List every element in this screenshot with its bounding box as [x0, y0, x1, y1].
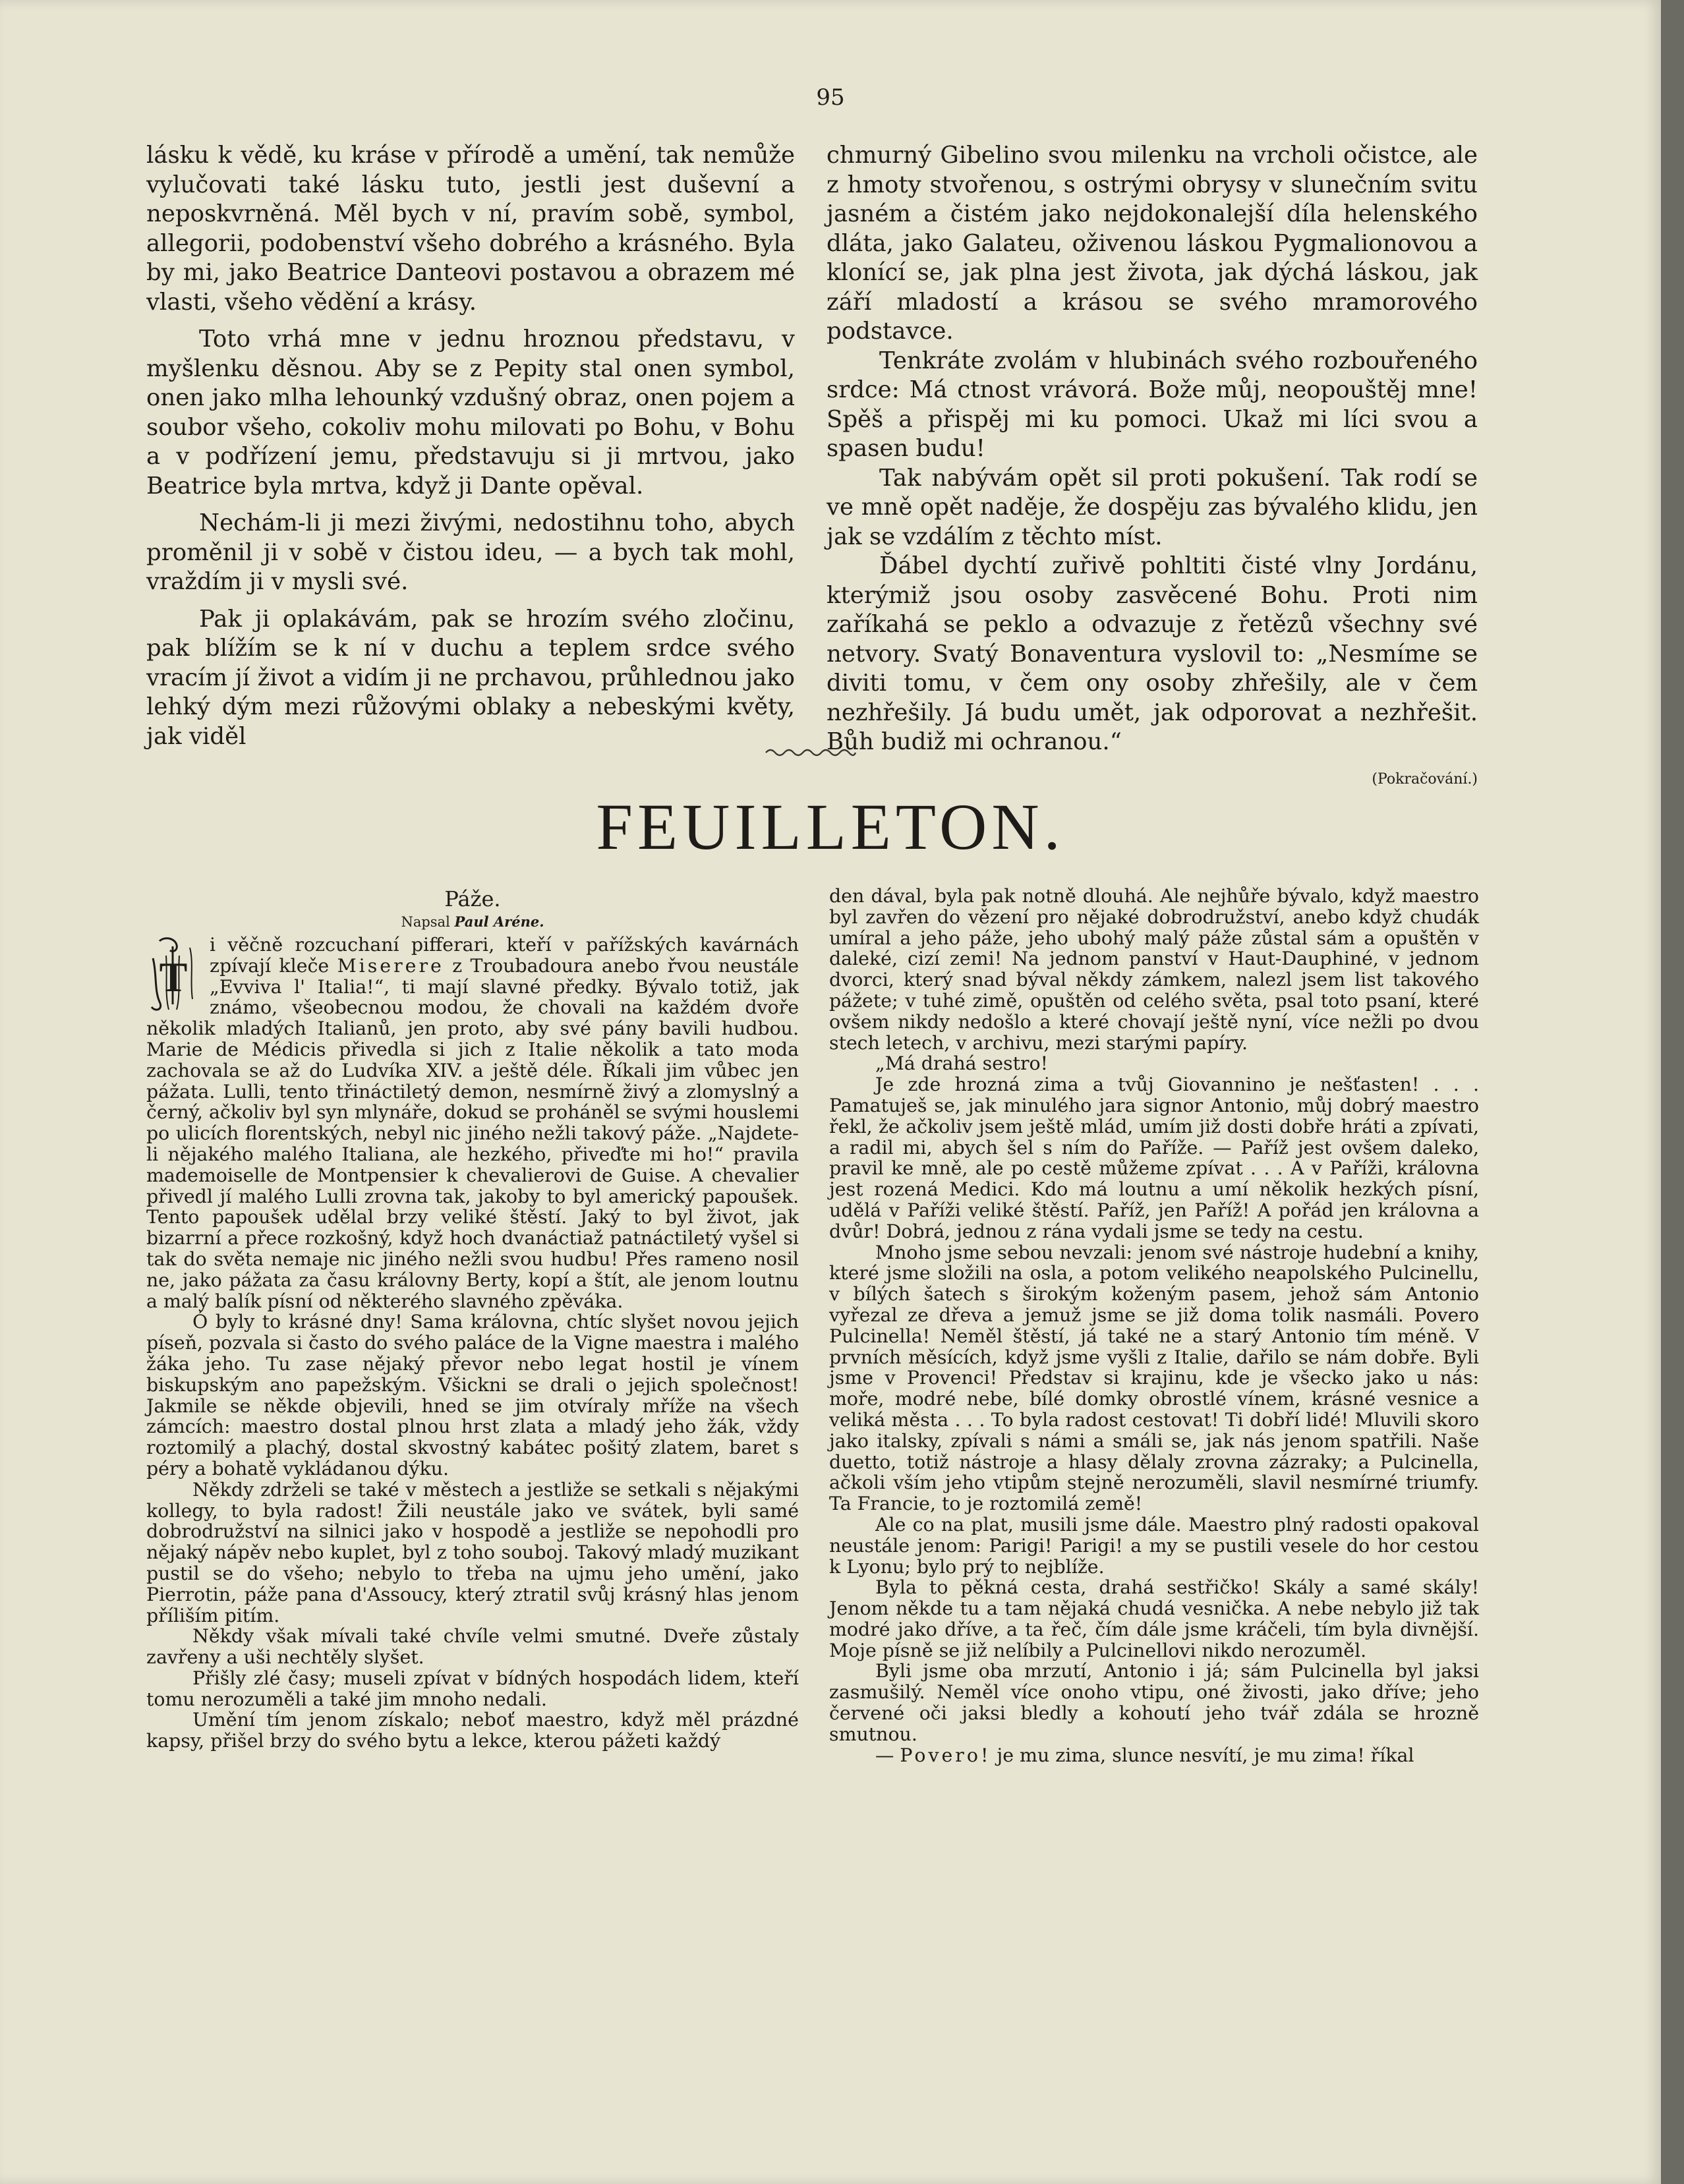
paragraph: den dával, byla pak notně dlouhá. Ale nejhůře bývalo, když maestro byl zavřen do vězení pro nějaké dobrodružství, anebo když chudák umíral a jeho páže, jeho ubohý malý páže zůstal sám a opuštěn v daleké, cizí zemi! Na jednom panství v Haut-Dauphiné, v jednom dvorci, který snad býval někdy zámkem, nalezl jsem list takového pážete; v tuhé zimě, opuštěn od celého světa, psal toto psaní, které ovšem nikdy nedošlo a které chovají ještě nyní, více nežli po dvou stech letech, v archivu, mezi starými papíry.	[829, 885, 1479, 1054]
paragraph: Někdy však mívali také chvíle velmi smutné. Dveře zůstaly zavřeny a uši nechtěly slyšet.	[146, 1625, 799, 1669]
opening-paragraph	[146, 934, 799, 1311]
final-line-rest: je mu zima, slunce nesvítí, je mu zima! říkal	[997, 1744, 1414, 1766]
drop-cap-initial	[146, 936, 200, 1014]
final-line	[829, 1745, 1479, 1766]
paragraph: Někdy zdrželi se také v městech a jestliže se setkali s nějakými kollegy, to byla radost! Žili neustále jako ve svátek, byli samé dobrodružství na silnici jako v hospodě a jestliže se nepohodli pro nějaký nápěv nebo kuplet, byl z toho souboj. Takový mladý muzikant pustil se do všeho; nebylo to třeba na ujmu jeho umění, jako Pierrotin, páže pana d'Assoucy, který ztratil svůj krásný hlas jenom příliším pitím.	[146, 1478, 799, 1626]
paragraph: Přišly zlé časy; museli zpívat v bídných hospodách lidem, kteří tomu nerozuměli a také jim mnoho nedali.	[146, 1667, 799, 1710]
continuation-note: (Pokračování.)	[1372, 770, 1478, 788]
paragraph: Toto vrhá mne v jednu hroznou představu, v myšlenku děsnou. Aby se z Pepity stal onen symbol, onen jako mlha lehounký vzdušný obraz, onen pojem a soubor všeho, cokoliv mohu milovati po Bohu, v Bohu a v podřízení jemu, představuju si ji mrtvou, jako Beatrice byla mrtva, když ji Dante opěval.	[146, 326, 795, 500]
paragraph: Umění tím jenom získalo; neboť maestro, když měl prázdné kapsy, přišel brzy do svého bytu a lekce, kterou pážeti každý	[146, 1709, 799, 1752]
paragraph: Byla to pěkná cesta, drahá sestřičko! Skály a samé skály! Jenom někde tu a tam nějaká chudá vesnička. A nebe nebylo již tak modré jako dříve, a ta řeč, čím dále jsme kráčeli, tím byla divnější. Moje písně se již nelíbily a Pulcinellovi nikdo nerozuměl.	[829, 1576, 1479, 1661]
story-title: Páže.	[444, 886, 501, 911]
top-left-column	[146, 141, 795, 751]
feuilleton-left-column	[146, 886, 799, 1752]
paragraph: lásku k vědě, ku kráse v přírodě a umění, tak nemůže vylučovati také lásku tuto, jestli jest duševní a neposkvrněná. Měl bych v ní, pravím sobě, symbol, allegorii, podobenství všeho dobrého a krásného. Byla by mi, jako Beatrice Danteovi postavou a obrazem mé vlasti, všeho vědění a krásy.	[146, 142, 795, 316]
paragraph: Ale co na plat, musili jsme dále. Maestro plný radosti opakoval neustále jenom: Parigi! Parigi! a my se pustili vesele do hor cestou k Lyonu; bylo prý to nejblíže.	[829, 1513, 1479, 1578]
feuilleton-heading: FEUILLETON.	[596, 790, 1065, 863]
paragraph: chmurný Gibelino svou milenku na vrcholi očistce, ale z hmoty stvořenou, s ostrými obrysy v slunečním svitu jasném a čistém jako nejdokonalejší díla helenského dláta, jako Galateu, oživenou láskou Pygmalionovou a klonící se, jak plna jest života, jak dýchá láskou, jak září mladostí a krásou se svého mramorového podstavce.	[827, 142, 1478, 345]
paragraph: Pak ji oplakávám, pak se hrozím svého zločinu, pak blížím se k ní v duchu a teplem srdce svého vracím jí život a vidím ji ne prchavou, průhlednou jako lehký dým mezi růžovými oblaky a nebeskými květy, jak viděl	[146, 605, 795, 750]
page-number: 95	[816, 84, 845, 111]
opening-lead: i věčně rozcuchaní pifferari, kteří v pařížských kavárnách zpívají kleče	[210, 934, 799, 977]
paragraph: Mnoho jsme sebou nevzali: jenom své nástroje hudební a knihy, které jsme složili na osla, a potom velikého neapolského Pulcinellu, v bílých šatech s širokým koženým pasem, jehož sám Antonio vyřezal ze dřeva a jemuž jsme se již doma tolik nasmáli. Povero Pulcinella! Neměl štěstí, já také ne a starý Antonio tím méně. V prvních měsících, když jsme vyšli z Italie, dařilo se nám dobře. Byli jsme v Provenci! Představ si krajinu, kde je všecko jako u nás: moře, modré nebe, bílé domky obrostlé vínem, krásné vesnice a veliká města . . . To byla radost cestovat! Ti dobří lidé! Mluvili skoro jako italsky, zpívali s námi a smáli se, jak nás jenom spatřili. Naše duetto, totiž nástroje a hlasy dělaly zrovna zázraky; a Pulcinella, ačkoli vším jeho vtipům stejně nerozuměli, slavil nesmírné triumfy. Ta Francie, to je roztomilá země!	[829, 1241, 1479, 1515]
final-line-spaced: Povero!	[900, 1744, 991, 1766]
top-right-column	[827, 141, 1478, 794]
paragraph: Tenkráte zvolám v hlubinách svého rozbouřeného srdce: Má ctnost vrávorá. Bože můj, neopouštěj mne! Spěš a přispěj mi ku pomoci. Ukaž mi líci svou a spasen budu!	[827, 347, 1478, 462]
opening-spaced: Miserere	[337, 954, 444, 977]
paragraph: „Má drahá sestro!	[875, 1052, 1049, 1075]
paragraph: Nechám-li ji mezi živými, nedostihnu toho, abych proměnil ji v sobě v čistou ideu, — a bych tak mohl, vraždím ji v mysli své.	[146, 509, 795, 595]
story-byline	[146, 912, 799, 932]
paragraph: Tak nabývám opět sil proti pokušení. Tak rodí se ve mně opět naděje, že dospěju zas bývalého klidu, jen jak se vzdálím z těchto míst.	[827, 464, 1478, 550]
byline-prefix: Napsal	[401, 914, 450, 930]
paragraph: Ďábel dychtí zuřivě pohltiti čisté vlny Jordánu, kterýmiž jsou osoby zasvěcené Bohu. Proti nim zaříkahá se peklo a odvazuje z řetězů všechny své netvory. Svatý Bonaventura vyslovil to: „Nesmíme se diviti tomu, v čem ony osoby zhřešily, ale v čem nezhřešily. Já budu umět, jak odporovat a nezhřešit. Bůh budiž mi ochranou.“	[827, 552, 1478, 755]
paragraph: Je zde hrozná zima a tvůj Giovannino je nešťasten! . . . Pamatuješ se, jak minulého jara signor Antonio, můj dobrý maestro řekl, že ačkoliv jsem ještě mlád, umím již dosti dobře hráti a zpívati, a radil mi, abych šel s ním do Paříže. — Paříž jest ovšem dalеko, pravil ke mně, ale po cestě můžeme zpívat . . . A v Paříži, královna jest rozená Medici. Kdo má loutnu a umí několik hezkých písní, udělá v Paříži veliké štěstí. Paříž, jen Paříž! A pořád jen královna a dvůr! Dobrá, jednou z rána vydali jsme se tedy na cestu.	[829, 1074, 1479, 1242]
story-author: Paul Aréne.	[454, 913, 544, 930]
feuilleton-right-column	[829, 886, 1479, 1766]
wave-ornament	[765, 746, 857, 759]
drop-cap-letter: T	[159, 954, 188, 1000]
opening-rest: z Troubadoura anebo řvou neustále „Evviva l' Italia!“, ti mají slavné předky. Bývalo totiž, jak známo, všeobecnou modou, že chovali na každém dvoře několik mladých Italianů, jen proto, aby své pány bavili hudbou. Marie de Médicis přivedla si jich z Italie několik a tato moda zachovala se až do Ludvíka XIV. a ještě déle. Říkali jim vůbec jen pážata. Lulli, tento třináctiletý demon, nesmírně živý a zlomyslný a černý, ačkoliv byl syn mlynáře, dokud se proháněl se svými houslemi po ulicích florentských, nebyl nic jiného nežli takový páže. „Najdete-li nějakého malého Italiana, ale hezkého, přiveďte mi ho!“ pravila mademoiselle de Montpensier k chevalierovi de Guise. A chevalier přivedl jí malého Lulli zrovna tak, jakoby to byl americký papoušek. Tento papoušek udělal brzy veliké štěstí. Jaký to byl život, jak bizarrní a přece rozkošný, když hoch dvanáctiaž patnáctiletý vyšel si tak do světa nemaje nic jiného nežli svou hudbu! Přes rameno nosil ne, jako pážata za času královny Berty, kopí a štít, ale jenom loutnu a malý balík písní od některého slavného zpěváka.	[146, 954, 799, 1312]
final-line-dash: —	[875, 1744, 894, 1766]
paragraph: Ó byly to krásné dny! Sama královna, chtíc slyšet novou jejich píseň, pozvala si často do svého paláce de la Vigne maestra i malého žáka jeho. Tu zase nějaký převor nebo legat hostil je vínem biskupským ano papežským. Všickni se drali o jejich společnost! Jakmile se někde objevili, hned se jim otvíraly mříže na všech zámcích: maestro dostal plnou hrst zlata a mladý jeho žák, vždy roztomilý a plachý, dostal skvostný kabátec pošitý zlatem, baret s péry a bohatě vykládanou dýku.	[146, 1311, 799, 1480]
paragraph: Byli jsme oba mrzutí, Antonio i já; sám Pulcinella byl jaksi zasmušilý. Neměl více onoho vtipu, oné živosti, jako dříve; jeho červené oči jaksi bledly a kohoutí jeho tvář zdála se hrozně smutnou.	[829, 1660, 1479, 1745]
